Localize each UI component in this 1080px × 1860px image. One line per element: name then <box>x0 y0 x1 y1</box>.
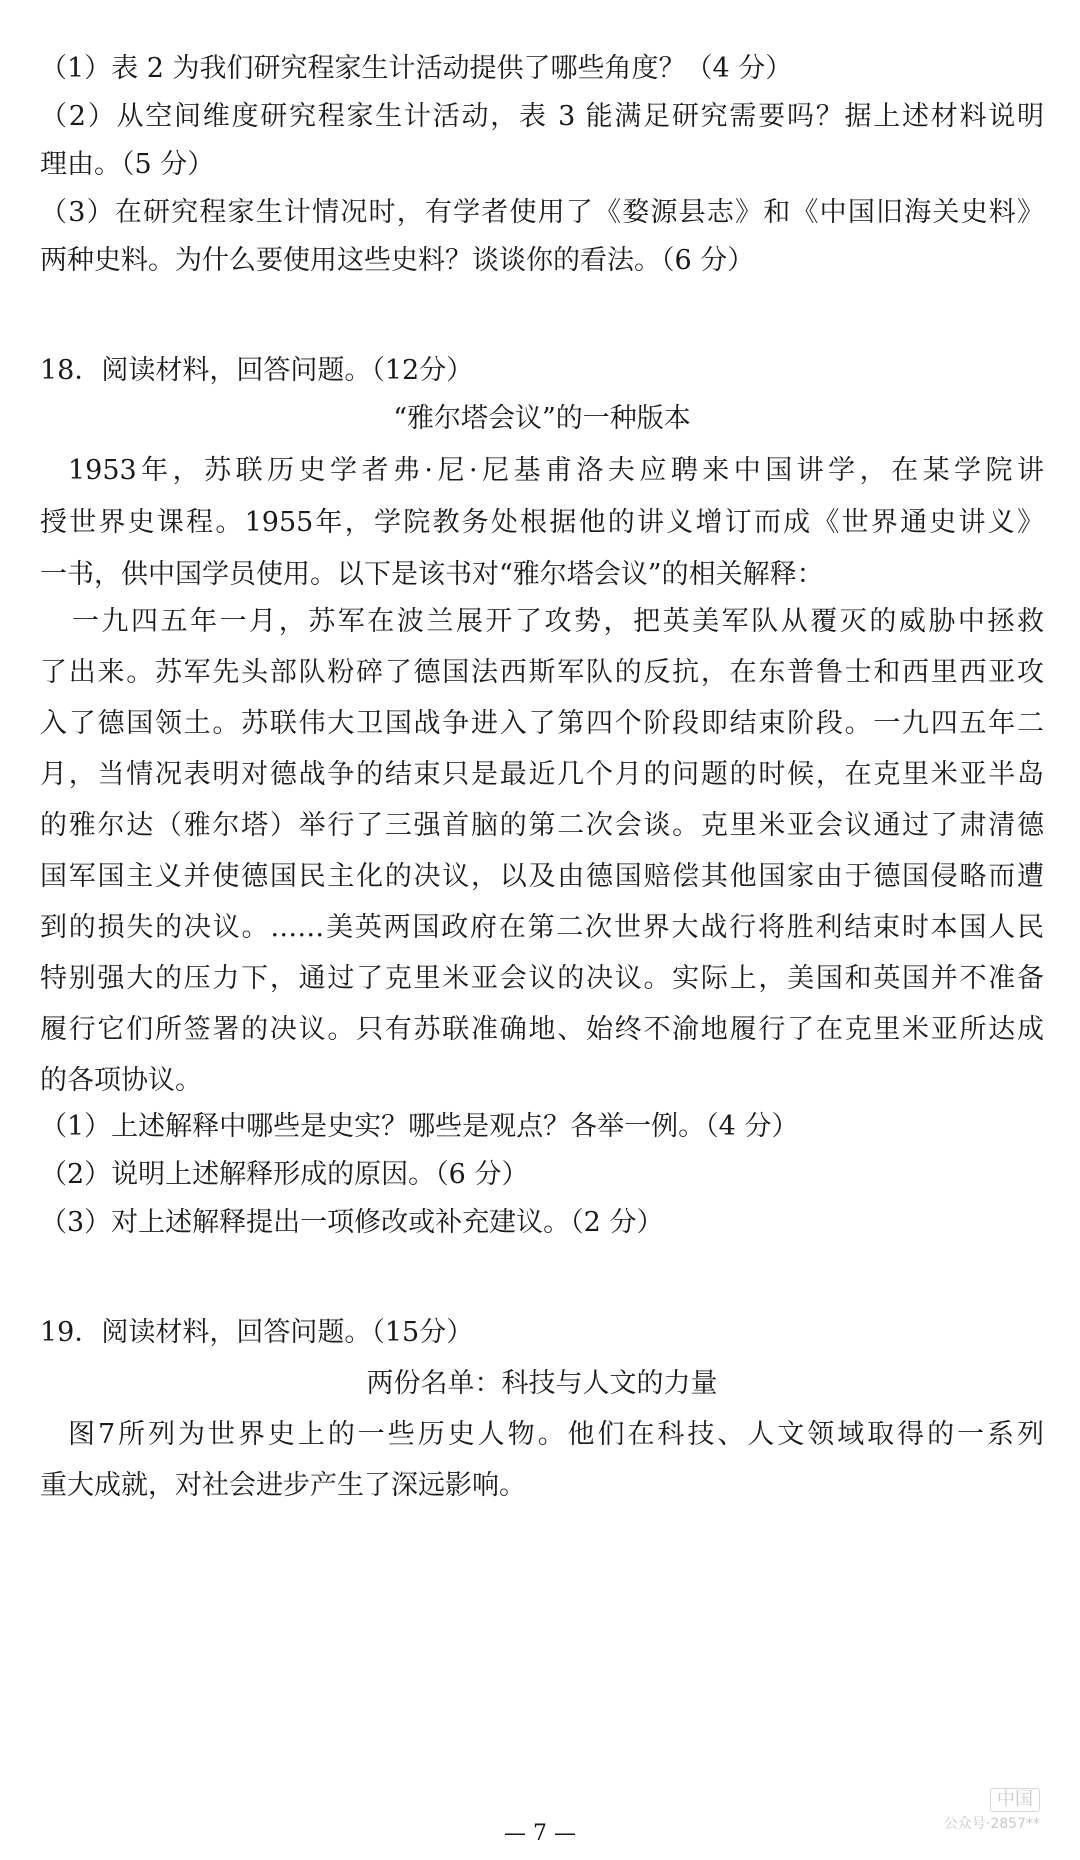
q18-excerpt-line-10: 的各项协议。 <box>40 1065 202 1096</box>
q18-subquestion-1: （1）上述解释中哪些是史实？哪些是观点？各举一例。（4 分） <box>40 1111 799 1142</box>
q18-excerpt-line-6: 国军国主义并使德国民主化的决议，以及由德国赔偿其他国家由于德国侵略而遭 <box>40 861 1044 892</box>
watermark-id: 公众号·2857** <box>943 1816 1040 1832</box>
q18-excerpt-line-7: 到的损失的决议。……美英两国政府在第二次世界大战行将胜利结束时本国人民 <box>40 912 1044 943</box>
page-number: — 7 — <box>504 1821 576 1846</box>
q19-heading: 19．阅读材料，回答问题。（15分） <box>40 1317 474 1348</box>
q18-subquestion-3: （3）对上述解释提出一项修改或补充建议。（2 分） <box>40 1207 664 1238</box>
q18-excerpt-line-4: 月，当情况表明对德战争的结束只是最近几个月的问题的时候，在克里米亚半岛 <box>40 759 1044 790</box>
q18-heading: 18．阅读材料，回答问题。（12分） <box>40 355 474 386</box>
q18-intro-line-2: 授世界史课程。1955年，学院教务处根据他的讲义增订而成《世界通史讲义》 <box>40 507 1044 538</box>
watermark-logo: 中国 <box>990 1788 1040 1812</box>
q18-excerpt-line-9: 履行它们所签署的决议。只有苏联准确地、始终不渝地履行了在克里米亚所达成 <box>40 1014 1044 1045</box>
q18-intro-line-3: 一书，供中国学员使用。以下是该书对“雅尔塔会议”的相关解释： <box>40 559 824 590</box>
q17-subquestion-3: （3）在研究程家生计情况时，有学者使用了《婺源县志》和《中国旧海关史料》 <box>40 197 1044 228</box>
q18-intro-line-1: 1953年，苏联历史学者弗·尼·尼基甫洛夫应聘来中国讲学，在某学院讲 <box>68 455 1044 486</box>
q19-intro-line-1: 图7所列为世界史上的一些历史人物。他们在科技、人文领域取得的一系列 <box>68 1419 1044 1450</box>
q19-intro-line-2: 重大成就，对社会进步产生了深远影响。 <box>40 1470 526 1501</box>
q17-subquestion-2: （2）从空间维度研究程家生计活动，表 3 能满足研究需要吗？据上述材料说明 <box>40 101 1044 132</box>
q18-excerpt-line-1: 一九四五年一月，苏军在波兰展开了攻势，把英美军队从覆灭的威胁中拯救 <box>72 606 1044 637</box>
q19-material-title: 两份名单：科技与人文的力量 <box>366 1368 718 1399</box>
q17-subquestion-3-cont: 两种史料。为什么要使用这些史料？谈谈你的看法。（6 分） <box>40 245 755 276</box>
q18-excerpt-line-8: 特别强大的压力下，通过了克里米亚会议的决议。实际上，美国和英国并不准备 <box>40 963 1044 994</box>
q17-subquestion-2-cont: 理由。（5 分） <box>40 149 215 180</box>
q18-excerpt-line-2: 了出来。苏军先头部队粉碎了德国法西斯军队的反抗，在东普鲁士和西里西亚攻 <box>40 657 1044 688</box>
q18-excerpt-line-3: 入了德国领土。苏联伟大卫国战争进入了第四个阶段即结束阶段。一九四五年二 <box>40 708 1044 739</box>
q17-subquestion-1: （1）表 2 为我们研究程家生计活动提供了哪些角度？（4 分） <box>40 53 793 84</box>
q18-excerpt-line-5: 的雅尔达（雅尔塔）举行了三强首脑的第二次会谈。克里米亚会议通过了肃清德 <box>40 810 1044 841</box>
q18-subquestion-2: （2）说明上述解释形成的原因。（6 分） <box>40 1159 529 1190</box>
q18-material-title: “雅尔塔会议”的一种版本 <box>393 403 691 434</box>
